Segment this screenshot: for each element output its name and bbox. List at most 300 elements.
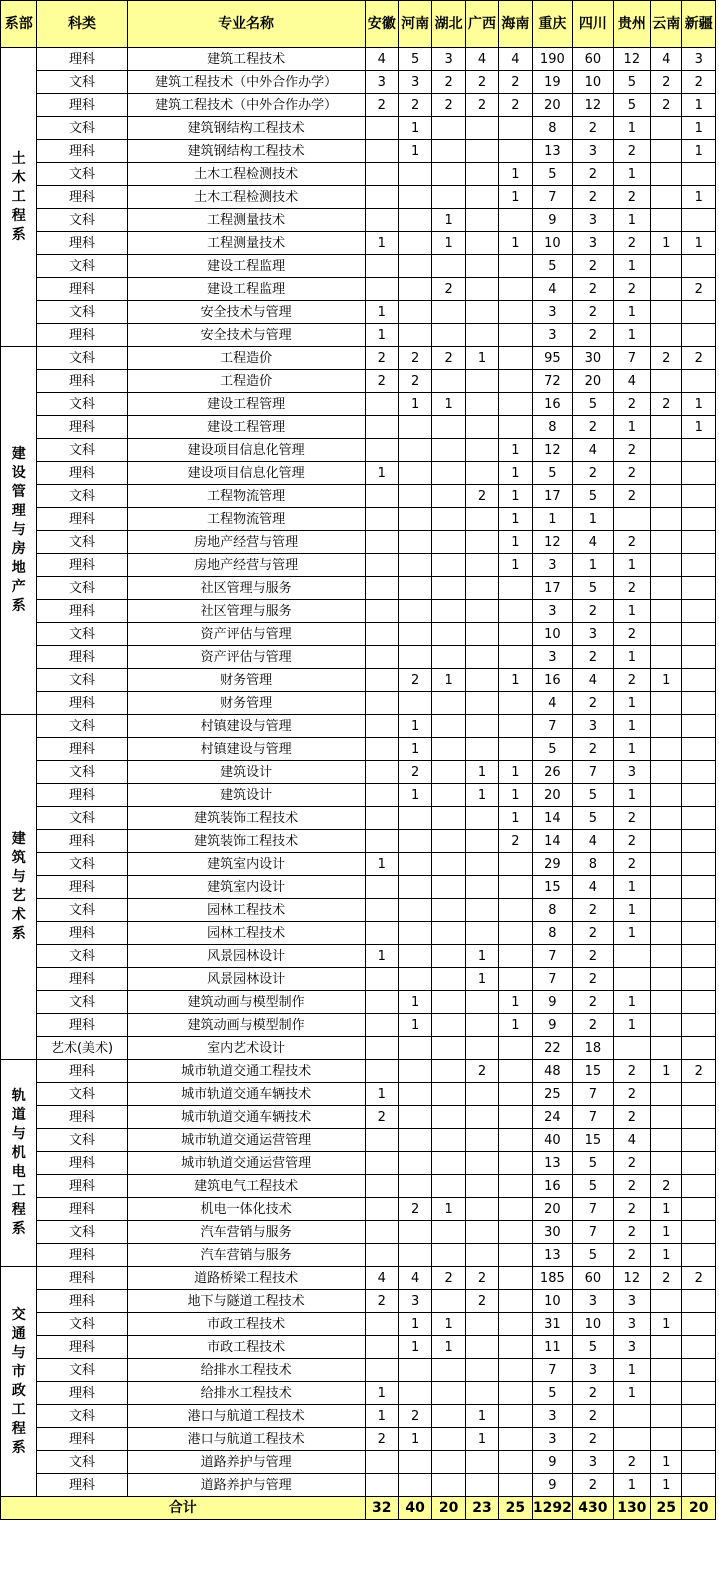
count-cell [682,1198,716,1221]
count-cell [365,1313,398,1336]
count-cell [682,554,716,577]
major-cell: 风景园林设计 [127,945,365,968]
count-cell [432,922,465,945]
count-cell: 2 [573,324,614,347]
count-cell [682,991,716,1014]
count-cell [682,1221,716,1244]
count-cell [651,301,682,324]
count-cell: 2 [465,1290,498,1313]
major-cell: 安全技术与管理 [127,301,365,324]
count-cell [499,1198,532,1221]
count-cell: 1 [499,232,532,255]
count-cell [365,1359,398,1382]
count-cell [432,1083,465,1106]
count-cell [432,255,465,278]
category-cell: 理科 [37,968,127,991]
count-cell: 4 [613,1129,650,1152]
major-cell: 城市轨道交通运营管理 [127,1129,365,1152]
count-cell [651,117,682,140]
category-cell: 理科 [37,646,127,669]
header-province: 广西 [465,1,498,48]
count-cell: 3 [613,1313,650,1336]
count-cell [613,1405,650,1428]
count-cell [365,807,398,830]
category-cell: 理科 [37,1428,127,1451]
count-cell [432,1405,465,1428]
major-cell: 港口与航道工程技术 [127,1428,365,1451]
table-row [1,600,716,623]
table-row [1,807,716,830]
category-cell: 理科 [37,1106,127,1129]
count-cell [432,531,465,554]
major-cell: 给排水工程技术 [127,1382,365,1405]
major-cell: 建设工程监理 [127,278,365,301]
count-cell [499,968,532,991]
count-cell: 1 [682,117,716,140]
count-cell: 2 [499,830,532,853]
total-cell: 20 [432,1497,465,1520]
category-cell: 理科 [37,1152,127,1175]
count-cell [499,738,532,761]
count-cell [651,922,682,945]
count-cell: 11 [532,1336,573,1359]
header-province: 湖北 [432,1,465,48]
table-row [1,1083,716,1106]
count-cell [432,439,465,462]
count-cell: 1 [465,347,498,370]
table-row [1,1451,716,1474]
count-cell [651,255,682,278]
count-cell: 2 [573,1382,614,1405]
count-cell: 7 [532,945,573,968]
count-cell [499,646,532,669]
count-cell: 1 [465,1405,498,1428]
count-cell [465,876,498,899]
count-cell: 7 [532,715,573,738]
count-cell [365,1221,398,1244]
count-cell [651,531,682,554]
header-province: 河南 [398,1,431,48]
count-cell: 2 [573,278,614,301]
count-cell: 1 [651,1060,682,1083]
count-cell: 16 [532,669,573,692]
count-cell: 2 [573,416,614,439]
count-cell [682,1405,716,1428]
header-category: 科类 [37,1,127,48]
count-cell: 1 [651,1313,682,1336]
count-cell [432,807,465,830]
count-cell [398,692,431,715]
table-row [1,1244,716,1267]
count-cell [432,853,465,876]
count-cell: 3 [613,1290,650,1313]
count-cell [465,991,498,1014]
category-cell: 文科 [37,347,127,370]
table-row [1,163,716,186]
count-cell: 2 [573,117,614,140]
major-cell: 建筑设计 [127,784,365,807]
major-cell: 财务管理 [127,669,365,692]
count-cell: 20 [573,370,614,393]
table-row [1,1382,716,1405]
count-cell: 2 [573,1014,614,1037]
count-cell: 1 [465,945,498,968]
count-cell: 2 [573,301,614,324]
count-cell: 5 [532,738,573,761]
table-row [1,623,716,646]
table-row [1,508,716,531]
count-cell [651,140,682,163]
category-cell: 文科 [37,715,127,738]
category-cell: 理科 [37,830,127,853]
count-cell [432,117,465,140]
count-cell [465,531,498,554]
count-cell [465,899,498,922]
count-cell: 2 [613,278,650,301]
count-cell [398,1359,431,1382]
count-cell [432,1014,465,1037]
count-cell: 4 [499,48,532,71]
count-cell [365,255,398,278]
count-cell [499,715,532,738]
count-cell [465,1175,498,1198]
count-cell: 95 [532,347,573,370]
count-cell: 1 [398,784,431,807]
count-cell [499,416,532,439]
count-cell [682,922,716,945]
count-cell: 1 [398,1313,431,1336]
count-cell: 13 [532,140,573,163]
count-cell: 3 [573,209,614,232]
count-cell [432,416,465,439]
count-cell: 1 [613,646,650,669]
count-cell: 1 [499,1014,532,1037]
count-cell [682,853,716,876]
count-cell: 3 [613,761,650,784]
count-cell [499,301,532,324]
major-cell: 工程物流管理 [127,485,365,508]
count-cell: 1 [613,416,650,439]
header-province: 贵州 [613,1,650,48]
count-cell [398,600,431,623]
count-cell: 3 [532,646,573,669]
count-cell [499,347,532,370]
count-cell: 9 [532,1014,573,1037]
table-row [1,48,716,71]
category-cell: 文科 [37,439,127,462]
count-cell [465,715,498,738]
table-row [1,94,716,117]
count-cell: 2 [682,347,716,370]
total-cell: 130 [613,1497,650,1520]
count-cell [499,876,532,899]
major-cell: 资产评估与管理 [127,623,365,646]
header-province: 四川 [573,1,614,48]
major-cell: 建设工程管理 [127,393,365,416]
major-cell: 工程测量技术 [127,209,365,232]
count-cell: 1 [613,255,650,278]
category-cell: 文科 [37,1359,127,1382]
count-cell: 1 [613,899,650,922]
count-cell [398,301,431,324]
count-cell [499,1405,532,1428]
count-cell: 7 [532,1359,573,1382]
count-cell [398,830,431,853]
count-cell [651,853,682,876]
count-cell [398,623,431,646]
count-cell: 1 [398,1428,431,1451]
count-cell: 7 [573,1083,614,1106]
dept-cell [1,715,37,1060]
count-cell [432,186,465,209]
major-cell: 财务管理 [127,692,365,715]
major-cell: 建筑工程技术（中外合作办学） [127,71,365,94]
count-cell [651,370,682,393]
category-cell: 文科 [37,577,127,600]
count-cell [465,830,498,853]
count-cell: 4 [532,692,573,715]
count-cell [365,899,398,922]
count-cell [682,1336,716,1359]
count-cell [398,1474,431,1497]
table-row [1,1474,716,1497]
count-cell: 2 [573,646,614,669]
count-cell: 9 [532,1451,573,1474]
count-cell [432,830,465,853]
count-cell: 3 [573,1290,614,1313]
count-cell: 2 [651,94,682,117]
count-cell: 1 [365,945,398,968]
count-cell [465,669,498,692]
table-row [1,1037,716,1060]
count-cell: 1 [432,1336,465,1359]
total-cell: 430 [573,1497,614,1520]
count-cell [465,278,498,301]
table-row [1,1152,716,1175]
count-cell: 1 [613,1014,650,1037]
count-cell [398,232,431,255]
count-cell [398,876,431,899]
count-cell [365,669,398,692]
count-cell: 12 [573,94,614,117]
category-cell: 理科 [37,1244,127,1267]
table-row [1,692,716,715]
table-row [1,1405,716,1428]
count-cell: 7 [573,1106,614,1129]
count-cell [499,393,532,416]
count-cell [465,1244,498,1267]
table-row [1,669,716,692]
count-cell [432,991,465,1014]
table-row [1,1290,716,1313]
count-cell [432,1037,465,1060]
count-cell [499,140,532,163]
count-cell [499,1474,532,1497]
count-cell [398,439,431,462]
table-row [1,186,716,209]
category-cell: 理科 [37,1474,127,1497]
category-cell: 文科 [37,163,127,186]
count-cell [651,577,682,600]
count-cell [365,784,398,807]
count-cell [465,416,498,439]
count-cell [651,324,682,347]
table-row [1,1106,716,1129]
count-cell [398,1382,431,1405]
count-cell [432,623,465,646]
table-row [1,255,716,278]
major-cell: 城市轨道交通车辆技术 [127,1106,365,1129]
count-cell: 20 [532,94,573,117]
count-cell: 1 [365,1382,398,1405]
count-cell [398,508,431,531]
count-cell: 1 [465,761,498,784]
count-cell: 7 [613,347,650,370]
count-cell [432,508,465,531]
count-cell: 15 [573,1060,614,1083]
count-cell [682,1313,716,1336]
count-cell [365,968,398,991]
count-cell [682,1451,716,1474]
count-cell [365,416,398,439]
count-cell [651,1359,682,1382]
count-cell: 5 [532,163,573,186]
count-cell [398,899,431,922]
count-cell [465,370,498,393]
count-cell [682,715,716,738]
count-cell [465,1313,498,1336]
major-cell: 村镇建设与管理 [127,715,365,738]
table-row [1,876,716,899]
category-cell: 文科 [37,761,127,784]
table-row [1,899,716,922]
count-cell [499,623,532,646]
count-cell [398,1037,431,1060]
count-cell [432,1106,465,1129]
count-cell: 2 [465,485,498,508]
header-province: 海南 [499,1,532,48]
count-cell [365,1474,398,1497]
count-cell [365,1129,398,1152]
count-cell: 2 [398,1405,431,1428]
count-cell [365,715,398,738]
count-cell [499,1313,532,1336]
count-cell: 22 [532,1037,573,1060]
major-cell: 建筑室内设计 [127,853,365,876]
count-cell: 31 [532,1313,573,1336]
count-cell: 4 [573,876,614,899]
category-cell: 理科 [37,922,127,945]
count-cell [398,186,431,209]
count-cell: 1 [682,94,716,117]
count-cell: 2 [613,531,650,554]
table-body [1,48,716,1497]
count-cell: 4 [573,669,614,692]
count-cell [465,1152,498,1175]
count-cell: 9 [532,1474,573,1497]
count-cell [398,807,431,830]
count-cell [432,462,465,485]
count-cell [432,692,465,715]
count-cell: 14 [532,830,573,853]
count-cell: 2 [465,94,498,117]
count-cell: 2 [398,347,431,370]
count-cell: 2 [613,853,650,876]
count-cell: 2 [682,1060,716,1083]
major-cell: 工程造价 [127,347,365,370]
count-cell: 2 [365,1290,398,1313]
count-cell: 3 [573,232,614,255]
count-cell: 1 [613,163,650,186]
count-cell: 1 [432,232,465,255]
count-cell: 1 [651,1451,682,1474]
count-cell [651,186,682,209]
total-cell: 25 [499,1497,532,1520]
category-cell: 文科 [37,531,127,554]
count-cell [499,692,532,715]
count-cell: 1 [651,1244,682,1267]
count-cell [365,876,398,899]
count-cell: 5 [532,255,573,278]
count-cell [365,646,398,669]
category-cell: 理科 [37,738,127,761]
count-cell: 5 [573,1175,614,1198]
count-cell: 2 [465,1267,498,1290]
count-cell [432,876,465,899]
count-cell: 1 [613,991,650,1014]
count-cell: 15 [532,876,573,899]
count-cell: 12 [613,48,650,71]
count-cell [465,140,498,163]
count-cell: 2 [398,94,431,117]
major-cell: 村镇建设与管理 [127,738,365,761]
table-row [1,577,716,600]
count-cell: 1 [613,117,650,140]
category-cell: 理科 [37,370,127,393]
count-cell: 1 [398,140,431,163]
count-cell: 2 [573,899,614,922]
count-cell: 1 [465,784,498,807]
count-cell [465,186,498,209]
count-cell: 2 [613,577,650,600]
count-cell [432,1221,465,1244]
count-cell [651,761,682,784]
major-cell: 机电一体化技术 [127,1198,365,1221]
count-cell [365,117,398,140]
count-cell [432,1474,465,1497]
count-cell: 1 [465,968,498,991]
count-cell [432,1451,465,1474]
count-cell: 4 [651,48,682,71]
count-cell: 2 [398,761,431,784]
count-cell: 1 [613,1474,650,1497]
count-cell [682,669,716,692]
count-cell [651,1083,682,1106]
count-cell: 10 [532,623,573,646]
count-cell [651,163,682,186]
count-cell: 2 [613,1175,650,1198]
count-cell: 2 [365,347,398,370]
category-cell: 理科 [37,692,127,715]
table-row [1,715,716,738]
count-cell [499,1290,532,1313]
count-cell [465,922,498,945]
count-cell [651,278,682,301]
count-cell: 26 [532,761,573,784]
table-row [1,646,716,669]
count-cell: 19 [532,71,573,94]
major-cell: 建筑工程技术（中外合作办学） [127,94,365,117]
